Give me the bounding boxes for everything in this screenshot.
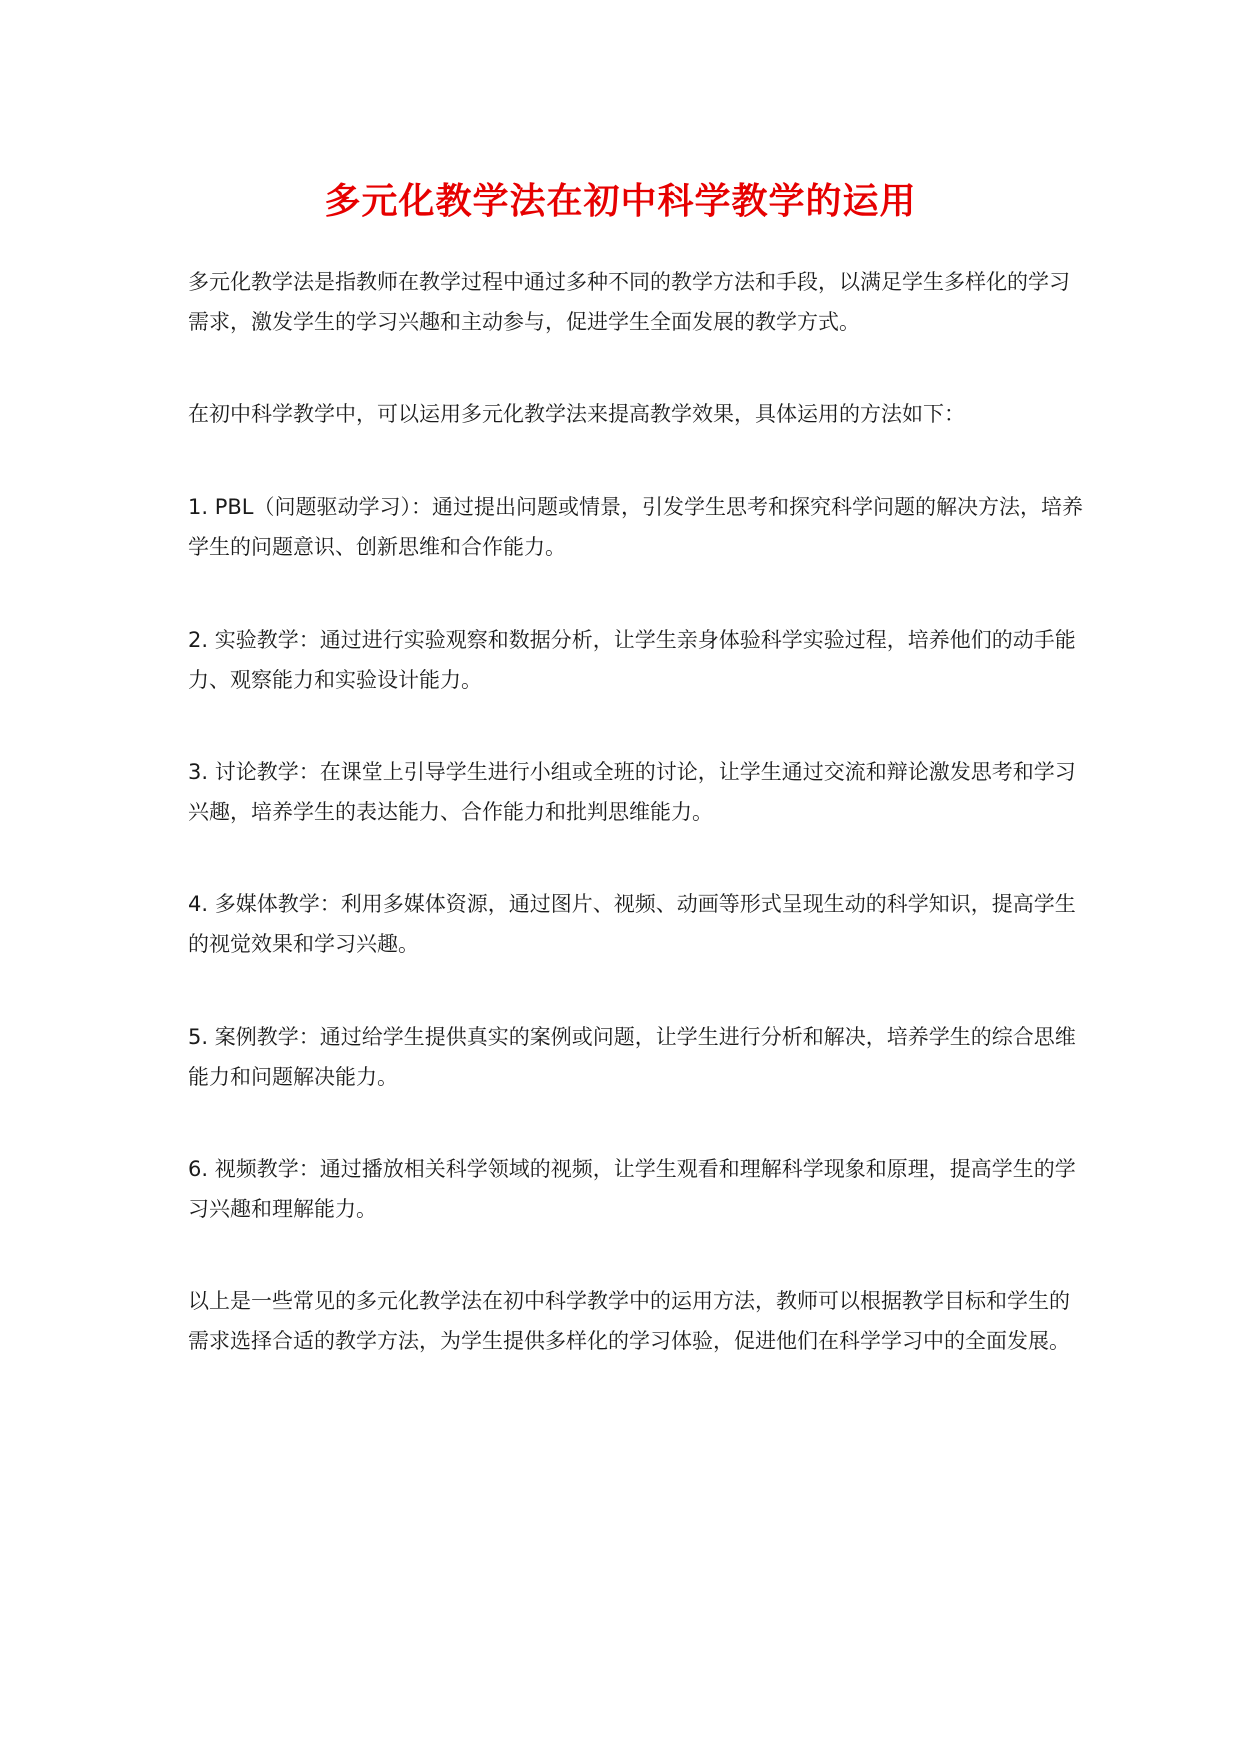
paragraph-methods-lead: 在初中科学教学中，可以运用多元化教学法来提高教学效果，具体运用的方法如下： xyxy=(188,402,965,426)
paragraph-item-2: 2. 实验教学：通过进行实验观察和数据分析，让学生亲身体验科学实验过程，培养他们的动手能力、观察能力和实验设计能力。 xyxy=(188,628,1076,692)
paragraph-intro: 多元化教学法是指教师在教学过程中通过多种不同的教学方法和手段，以满足学生多样化的学习需求，激发学生的学习兴趣和主动参与，促进学生全面发展的教学方式。 xyxy=(188,270,1070,334)
paragraph-item-1: 1. PBL（问题驱动学习）：通过提出问题或情景，引发学生思考和探究科学问题的解决方法，培养学生的问题意识、创新思维和合作能力。 xyxy=(188,495,1083,559)
paragraph-item-6: 6. 视频教学：通过播放相关科学领域的视频，让学生观看和理解科学现象和原理，提高学生的学习兴趣和理解能力。 xyxy=(188,1157,1076,1221)
paragraph-conclusion: 以上是一些常见的多元化教学法在初中科学教学中的运用方法，教师可以根据教学目标和学生的需求选择合适的教学方法，为学生提供多样化的学习体验，促进他们在科学学习中的全面发展。 xyxy=(188,1289,1070,1353)
paragraph-item-3: 3. 讨论教学：在课堂上引导学生进行小组或全班的讨论，让学生通过交流和辩论激发思考和学习兴趣，培养学生的表达能力、合作能力和批判思维能力。 xyxy=(188,760,1076,824)
document-title: 多元化教学法在初中科学教学的运用 xyxy=(324,181,917,222)
paragraph-item-5: 5. 案例教学：通过给学生提供真实的案例或问题，让学生进行分析和解决，培养学生的综合思维能力和问题解决能力。 xyxy=(188,1025,1076,1089)
paragraph-item-4: 4. 多媒体教学：利用多媒体资源，通过图片、视频、动画等形式呈现生动的科学知识，提高学生的视觉效果和学习兴趣。 xyxy=(188,892,1076,956)
